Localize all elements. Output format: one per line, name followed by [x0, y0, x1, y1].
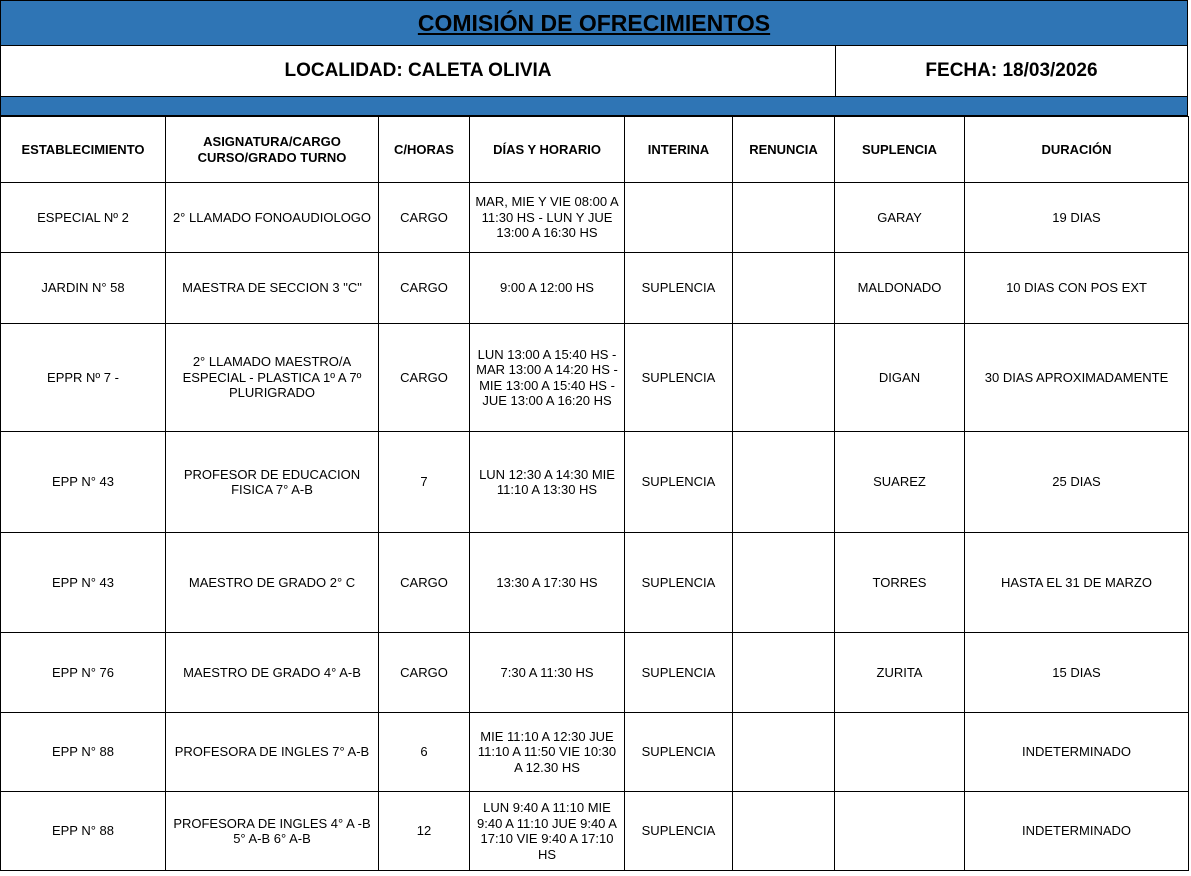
table-cell: [733, 432, 835, 533]
table-cell: TORRES: [835, 533, 965, 633]
page-title: COMISIÓN DE OFRECIMIENTOS: [417, 9, 771, 36]
table-cell: EPP N° 88: [1, 792, 166, 871]
table-cell: [733, 324, 835, 432]
table-cell: EPP N° 43: [1, 432, 166, 533]
table-row: [1, 183, 1189, 253]
table-cell: CARGO: [379, 633, 470, 713]
table-cell: 2° LLAMADO FONOAUDIOLOGO: [166, 183, 379, 253]
table-cell: HASTA EL 31 DE MARZO: [965, 533, 1189, 633]
table-cell: SUPLENCIA: [625, 533, 733, 633]
column-header: RENUNCIA: [733, 117, 835, 183]
table-cell: SUPLENCIA: [625, 713, 733, 792]
table-cell: CARGO: [379, 253, 470, 324]
table-cell: LUN 9:40 A 11:10 MIE 9:40 A 11:10 JUE 9:40 A 17:10 VIE 9:40 A 17:10 HS: [470, 792, 625, 871]
ofrecimientos-table: [0, 116, 1189, 871]
table-cell: 7:30 A 11:30 HS: [470, 633, 625, 713]
column-header: SUPLENCIA: [835, 117, 965, 183]
column-header: DÍAS Y HORARIO: [470, 117, 625, 183]
table-cell: 12: [379, 792, 470, 871]
column-header: INTERINA: [625, 117, 733, 183]
table-cell: SUPLENCIA: [625, 253, 733, 324]
separator-strip: [0, 97, 1188, 116]
table-cell: CARGO: [379, 324, 470, 432]
table-cell: SUAREZ: [835, 432, 965, 533]
table-cell: INDETERMINADO: [965, 792, 1189, 871]
table-cell: ZURITA: [835, 633, 965, 713]
title-bar: [0, 0, 1188, 46]
fecha-label: FECHA: 18/03/2026: [925, 59, 1098, 81]
table-cell: EPP N° 43: [1, 533, 166, 633]
table-cell: SUPLENCIA: [625, 633, 733, 713]
info-row: [0, 45, 1188, 97]
table-cell: [835, 792, 965, 871]
table-cell: 19 DIAS: [965, 183, 1189, 253]
table-cell: DIGAN: [835, 324, 965, 432]
table-cell: LUN 12:30 A 14:30 MIE 11:10 A 13:30 HS: [470, 432, 625, 533]
table-cell: [625, 183, 733, 253]
table-cell: 15 DIAS: [965, 633, 1189, 713]
table-cell: EPP N° 88: [1, 713, 166, 792]
table-cell: JARDIN N° 58: [1, 253, 166, 324]
table-cell: MAESTRO DE GRADO 2° C: [166, 533, 379, 633]
table-cell: [733, 183, 835, 253]
table-cell: [733, 713, 835, 792]
table-cell: ESPECIAL Nº 2: [1, 183, 166, 253]
table-cell: PROFESORA DE INGLES 7° A-B: [166, 713, 379, 792]
table-cell: CARGO: [379, 183, 470, 253]
table-cell: [733, 533, 835, 633]
table-body: [1, 183, 1189, 871]
table-cell: SUPLENCIA: [625, 432, 733, 533]
table-cell: GARAY: [835, 183, 965, 253]
table-cell: CARGO: [379, 533, 470, 633]
table-row: [1, 792, 1189, 871]
table-cell: PROFESORA DE INGLES 4° A -B 5° A-B 6° A-B: [166, 792, 379, 871]
table-cell: 9:00 A 12:00 HS: [470, 253, 625, 324]
table-cell: 13:30 A 17:30 HS: [470, 533, 625, 633]
column-header: DURACIÓN: [965, 117, 1189, 183]
table-row: [1, 253, 1189, 324]
table-cell: MALDONADO: [835, 253, 965, 324]
table-cell: [733, 633, 835, 713]
table-cell: EPPR Nº 7 -: [1, 324, 166, 432]
table-row: [1, 432, 1189, 533]
table-cell: MAR, MIE Y VIE 08:00 A 11:30 HS - LUN Y JUE 13:00 A 16:30 HS: [470, 183, 625, 253]
table-cell: MAESTRA DE SECCION 3 "C": [166, 253, 379, 324]
table-cell: 6: [379, 713, 470, 792]
column-header: ESTABLECIMIENTO: [1, 117, 166, 183]
table-cell: MAESTRO DE GRADO 4° A-B: [166, 633, 379, 713]
table-cell: 10 DIAS CON POS EXT: [965, 253, 1189, 324]
table-row: [1, 713, 1189, 792]
table-cell: SUPLENCIA: [625, 792, 733, 871]
column-header: ASIGNATURA/CARGO CURSO/GRADO TURNO: [166, 117, 379, 183]
table-cell: 7: [379, 432, 470, 533]
localidad-label: LOCALIDAD: CALETA OLIVIA: [1, 45, 836, 96]
table-cell: 25 DIAS: [965, 432, 1189, 533]
table-cell: PROFESOR DE EDUCACION FISICA 7° A-B: [166, 432, 379, 533]
table-cell: SUPLENCIA: [625, 324, 733, 432]
table-row: [1, 633, 1189, 713]
table-row: [1, 533, 1189, 633]
table-cell: MIE 11:10 A 12:30 JUE 11:10 A 11:50 VIE 10:30 A 12.30 HS: [470, 713, 625, 792]
table-cell: 30 DIAS APROXIMADAMENTE: [965, 324, 1189, 432]
table-cell: EPP N° 76: [1, 633, 166, 713]
table-cell: [733, 792, 835, 871]
table-cell: LUN 13:00 A 15:40 HS - MAR 13:00 A 14:20 HS - MIE 13:00 A 15:40 HS - JUE 13:00 A 16:20 HS: [470, 324, 625, 432]
table-cell: 2° LLAMADO MAESTRO/A ESPECIAL - PLASTICA 1º A 7º PLURIGRADO: [166, 324, 379, 432]
table-header-row: [1, 117, 1189, 183]
table-cell: [733, 253, 835, 324]
table-cell: [835, 713, 965, 792]
table-cell: INDETERMINADO: [965, 713, 1189, 792]
table-row: [1, 324, 1189, 432]
column-header: C/HORAS: [379, 117, 470, 183]
